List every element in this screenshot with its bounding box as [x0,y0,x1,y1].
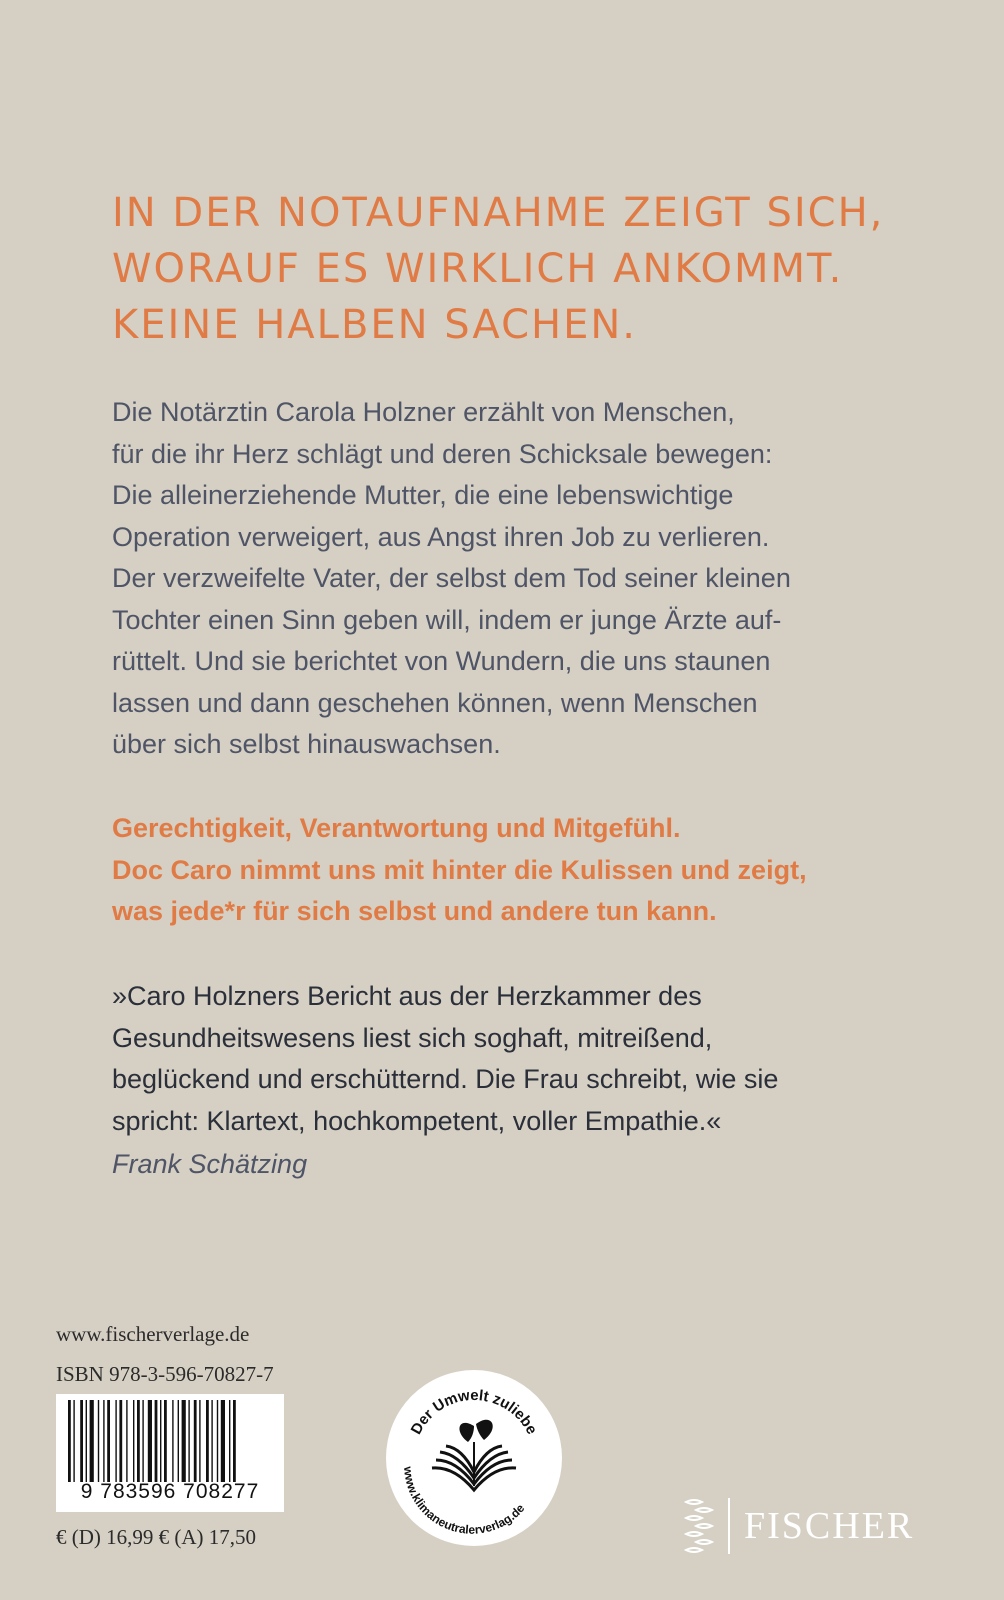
barcode-bar [142,1400,143,1482]
review-quote [112,976,972,1142]
barcode-bar [107,1400,110,1482]
blurb-line: Operation verweigert, aus Angst ihren Job zu verlieren. [112,521,770,552]
headline-line: IN DER NOTAUFNAHME ZEIGT SICH, [112,190,885,236]
barcode-bar [206,1400,209,1482]
barcode-bar [164,1400,167,1482]
blurb-line: über sich selbst hinauswachsen. [112,729,501,759]
barcode-bar [103,1400,104,1482]
isbn-number: ISBN 978-3-596-70827-7 [56,1362,274,1386]
barcode-digits: 9 783596 708277 [80,1480,260,1503]
barcode-bar [188,1400,189,1482]
highlight-line: Doc Caro nimmt uns mit hinter die Kulissen und zeigt, [112,854,807,885]
price-label: € (D) 16,99 € (A) 17,50 [56,1525,257,1549]
quote-line: »Caro Holzners Bericht aus der Herzkammer des [112,981,702,1011]
barcode-bar [86,1400,87,1482]
barcode-bar [229,1400,230,1482]
blurb-line: Die alleinerziehende Mutter, die eine lebenswichtige [112,480,734,510]
barcode-bar [155,1400,158,1482]
publisher-website: www.fischerverlage.de [56,1322,250,1346]
barcode-bar [148,1400,152,1482]
barcode-bar [126,1400,127,1482]
barcode-bar [160,1400,161,1482]
barcode-bar [80,1400,83,1482]
barcode-bar [115,1400,116,1482]
seal-top-text: Der Umwelt zuliebe [407,1386,541,1438]
barcode-bar [194,1400,197,1482]
highlight-paragraph [112,808,972,933]
seal-bottom-text: www.klimaneutralerverlag.de [401,1465,528,1537]
blurb-line: Die Notärztin Carola Holzner erzählt von Menschen, [112,397,735,427]
barcode-bar [68,1400,71,1482]
blurb-line: Tochter einen Sinn geben will, indem er junge Ärzte auf- [112,604,782,635]
quote-line: beglückend und erschütternd. Die Frau schreibt, wie sie [112,1064,779,1094]
barcode [56,1394,284,1512]
barcode-bar [73,1400,74,1482]
fischer-logo-icon [682,1496,716,1556]
headline-line: WORAUF ES WIRKLICH ANKOMMT. [112,246,844,292]
barcode-bar [172,1400,173,1482]
barcode-bar [221,1400,225,1482]
barcode-bar [182,1400,186,1482]
blurb-line: lassen und dann geschehen können, wenn Menschen [112,687,758,718]
publisher-divider [728,1498,730,1554]
highlight-line: Gerechtigkeit, Verantwortung und Mitgefühl. [112,813,681,843]
blurb-line: Der verzweifelte Vater, der selbst dem Tod seiner kleinen [112,563,791,593]
blurb-line: für die ihr Herz schlägt und deren Schicksale bewegen: [112,438,773,469]
barcode-bar [233,1400,236,1482]
blurb-paragraph [112,392,972,766]
barcode-bar [211,1400,212,1482]
headline-line: KEINE HALBEN SACHEN. [112,302,637,348]
barcode-bar [178,1400,179,1482]
quote-author: Frank Schätzing [112,1149,308,1179]
headline [112,185,972,353]
climate-neutral-seal [384,1368,564,1548]
barcode-bar [98,1400,99,1482]
barcode-bar [119,1400,122,1482]
barcode-bar [199,1400,200,1482]
quote-line: spricht: Klartext, hochkompetent, voller Empathie.« [112,1105,722,1136]
barcode-bar [133,1400,134,1482]
barcode-bar [90,1400,94,1482]
barcode-bars [66,1400,274,1482]
quote-line: Gesundheitswesens liest sich soghaft, mitreißend, [112,1022,713,1053]
highlight-line: was jede*r für sich selbst und andere tun kann. [112,896,717,926]
blurb-line: rüttelt. Und sie berichtet von Wundern, die uns staunen [112,646,771,676]
barcode-bar [137,1400,140,1482]
publisher-name: FISCHER [744,1505,915,1547]
barcode-bar [217,1400,218,1482]
